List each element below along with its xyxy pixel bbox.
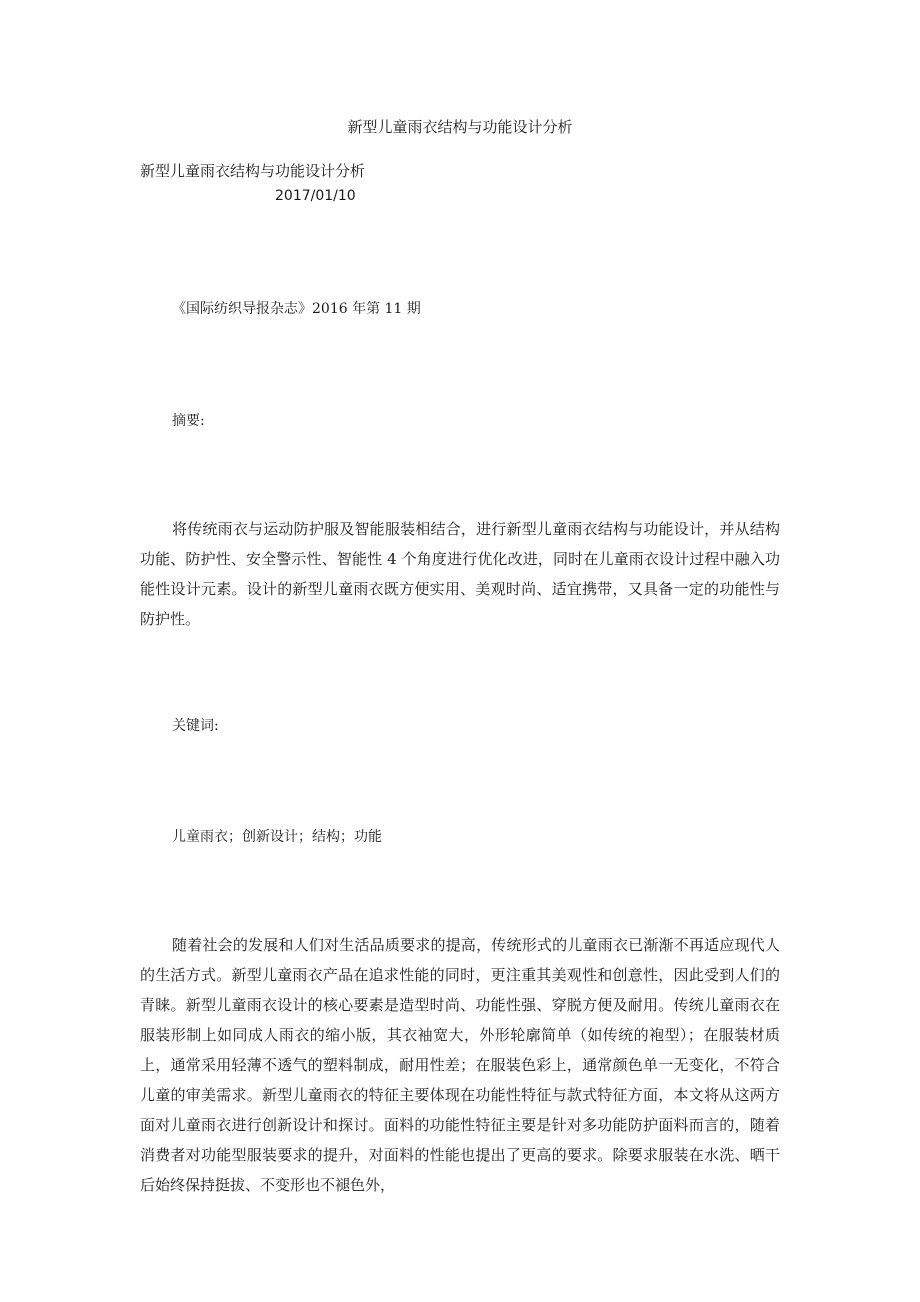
abstract-label: 摘要: <box>172 413 205 429</box>
article-subtitle: 新型儿童雨衣结构与功能设计分析 <box>140 162 366 180</box>
page-title: 新型儿童雨衣结构与功能设计分析 <box>347 118 573 136</box>
keywords-label: 关键词: <box>172 718 219 734</box>
publish-date: 2017/01/10 <box>275 188 356 204</box>
journal-source: 《国际纺织导报杂志》2016 年第 11 期 <box>172 301 421 317</box>
keywords-list: 儿童雨衣；创新设计；结构；功能 <box>172 829 382 845</box>
abstract-paragraph: 将传统雨衣与运动防护服及智能服装相结合，进行新型儿童雨衣结构与功能设计，并从结构功能、防护性、安全警示性、智能性 4 个角度进行优化改进，同时在儿童雨衣设计过程中融入功能性设计元素。设计的新型儿童雨衣既方便实用、美观时尚、适宜携带，又具备一定的功能性与防护性。 <box>140 520 780 628</box>
body-paragraph: 随着社会的发展和人们对生活品质要求的提高，传统形式的儿童雨衣已渐渐不再适应现代人的生活方式。新型儿童雨衣产品在追求性能的同时，更注重其美观性和创意性，因此受到人们的青睐。新型儿童雨衣设计的核心要素是造型时尚、功能性强、穿脱方便及耐用。传统儿童雨衣在服装形制上如同成人雨衣的缩小版，其衣袖宽大，外形轮廓简单（如传统的袍型）；在服装材质上，通常采用轻薄不透气的塑料制成，耐用性差；在服装色彩上，通常颜色单一无变化，不符合儿童的审美需求。新型儿童雨衣的特征主要体现在功能性特征与款式特征方面，本文将从这两方面对儿童雨衣进行创新设计和探讨。面料的功能性特征主要是针对多功能防护面料而言的，随着消费者对功能型服装要求的提升，对面料的性能也提出了更高的要求。除要求服装在水洗、晒干后始终保持挺拔、不变形也不褪色外， <box>140 936 780 1194</box>
